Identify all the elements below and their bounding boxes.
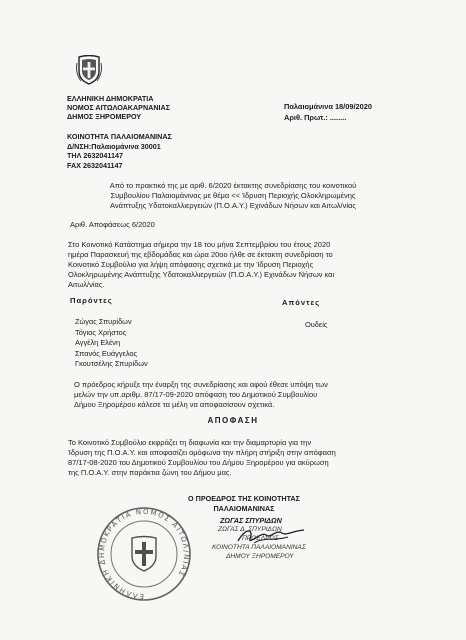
intro-line: Ανάπτυξης Υδατοκαλλιεργειών (Π.Ο.Α.Υ.) Εχινάδων Νήσων και Αιτωλ/νίας [110,201,356,210]
intro-paragraph [20,181,446,211]
round-seal-stamp [92,502,197,602]
protocol-number: Αριθ. Πρωτ.: ........ [284,113,347,122]
president-title-line: ΠΑΛΑΙΟΜΑΝΙΝΑΣ [213,503,275,513]
opening-paragraph [74,380,328,410]
present-list [75,317,148,370]
decision-line: 87/17-08-2020 του Δημοτικού Συμβουλίου του Δήμου Ξηρομέρου για ακύρωση [68,458,329,467]
body-line: Ολοκληρωμένης Ανάπτυξης Υδατοκαλλιεργειών (Π.Ο.Α.Υ.) Εχινάδων Νήσων και [68,270,335,279]
list-item: Αγγέλη Ελένη [75,338,121,348]
decision-heading: ΑΠΟΦΑΣΗ [207,416,259,425]
community-fax: FAX 2632041147 [67,160,123,170]
president-title-line: Ο ΠΡΟΕΔΡΟΣ ΤΗΣ ΚΟΙΝΟΤΗΤΑΣ [188,494,300,503]
decision-number: Αριθ. Αποφάσεως 6/2020 [70,220,155,229]
intro-line: Συμβουλίου Παλαιομάνινας με θέμα << Ίδρυση Περιοχής Ολοκληρωμένης [110,191,356,200]
present-heading: Παρόντες [70,296,113,305]
list-item: Γκουτσέλης Σπυρίδων [75,359,148,369]
body-line: Κοινοτικό Συμβούλιο για λήψη απόφασης σχετικά με την Ίδρυση Περιοχής [68,260,314,269]
decision-line: Ίδρυση της Π.Ο.Α.Υ. και αποφασίζει ομόφωνα την πλήρη στήριξη στην απόφαση [68,448,336,457]
issuer-header [67,94,170,121]
president-name: ΖΩΓΑΣ ΣΠΥΡΙΔΩΝ [220,516,282,525]
header-republic: ΕΛΛΗΝΙΚΗ ΔΗΜΟΚΡΑΤΙΑ [67,94,154,103]
stamp-line: ΠΡΟΕΔΡΟΣ [242,535,279,542]
intro-line: Από το πρακτικό της με αριθ. 6/2020 έκτακτης συνεδρίασης του κοινοτικού [109,181,357,190]
stamp-line: ΖΩΓΑΣ Δ. ΣΠΥΡΙΔΩΝ [218,526,282,533]
list-item: Τόγιας Χρήστος [75,327,127,337]
body-line: Αιτωλ/νίας. [68,280,105,289]
opening-line: Ο πρόεδρος κήρυξε την έναρξη της συνεδρίασης και αφού έθεσε υπόψη των [74,380,328,389]
community-address: Δ/ΝΣΗ:Παλαιομάνινα 30001 [67,141,161,151]
handwritten-signature [236,525,306,547]
body-line: Στο Κοινοτικό Κατάστημα σήμερα την 18 του μήνα Σεπτεμβρίου του έτους 2020 [68,240,331,249]
place-date: Παλαιομάνινα 18/09/2020 [284,102,372,111]
decision-line: Το Κοινοτικό Συμβούλιο εκφράζει τη διαφωνία και την διαμαρτυρία για την [68,438,312,447]
absent-none: Ουδείς [305,320,328,329]
seal-round-text: ΕΛΛΗΝΙΚΗ ΔΗΜΟΚΡΑΤΙΑ ΝΟΜΟΣ ΑΙΤΩΛ/ΝΙΑΣ [98,507,191,601]
header-municipality: ΔΗΜΟΣ ΞΗΡΟΜΕΡΟΥ [67,112,142,121]
absent-heading: Απόντες [282,298,321,307]
community-contact [67,132,172,170]
decision-paragraph [68,438,336,478]
meeting-paragraph [68,240,334,290]
opening-line: μελών την υπ.αριθμ. 87/17-09-2020 απόφαση του Δημοτικού Συμβουλίου [74,390,318,399]
decision-line: της Π.Ο.Α.Υ. στην παράκτια ζώνη του Δήμου μας. [68,468,232,477]
community-name: ΚΟΙΝΟΤΗΤΑ ΠΑΛΑΙΟΜΑΝΙΝΑΣ [67,132,172,141]
header-prefecture: ΝΟΜΟΣ ΑΙΤΩΛΟΑΚΑΡΝΑΝΙΑΣ [67,103,171,112]
list-item: Ζώγας Σπυρίδων [75,317,132,326]
date-block [284,101,372,123]
greek-emblem-icon [76,55,102,85]
stamp-line: ΔΗΜΟΥ ΞΗΡΟΜΕΡΟΥ [226,553,294,560]
community-phone: ΤΗΛ 2632041147 [67,151,123,161]
stamp-line: ΚΟΙΝΟΤΗΤΑ ΠΑΛΑΙΟΜΑΝΙΝΑΣ [212,544,306,551]
body-line: ημέρα Παρασκευή της εβδομάδας και ώρα 20οο ήλθε σε έκτακτη συνεδρίαση το [68,250,333,259]
list-item: Σπανός Ευάγγελος [75,348,138,358]
seal-emblem-icon [132,537,156,572]
opening-line: Δήμου Ξηρομέρου κάλεσε τα μέλη να αποφασίσουν σχετικά. [74,400,275,409]
